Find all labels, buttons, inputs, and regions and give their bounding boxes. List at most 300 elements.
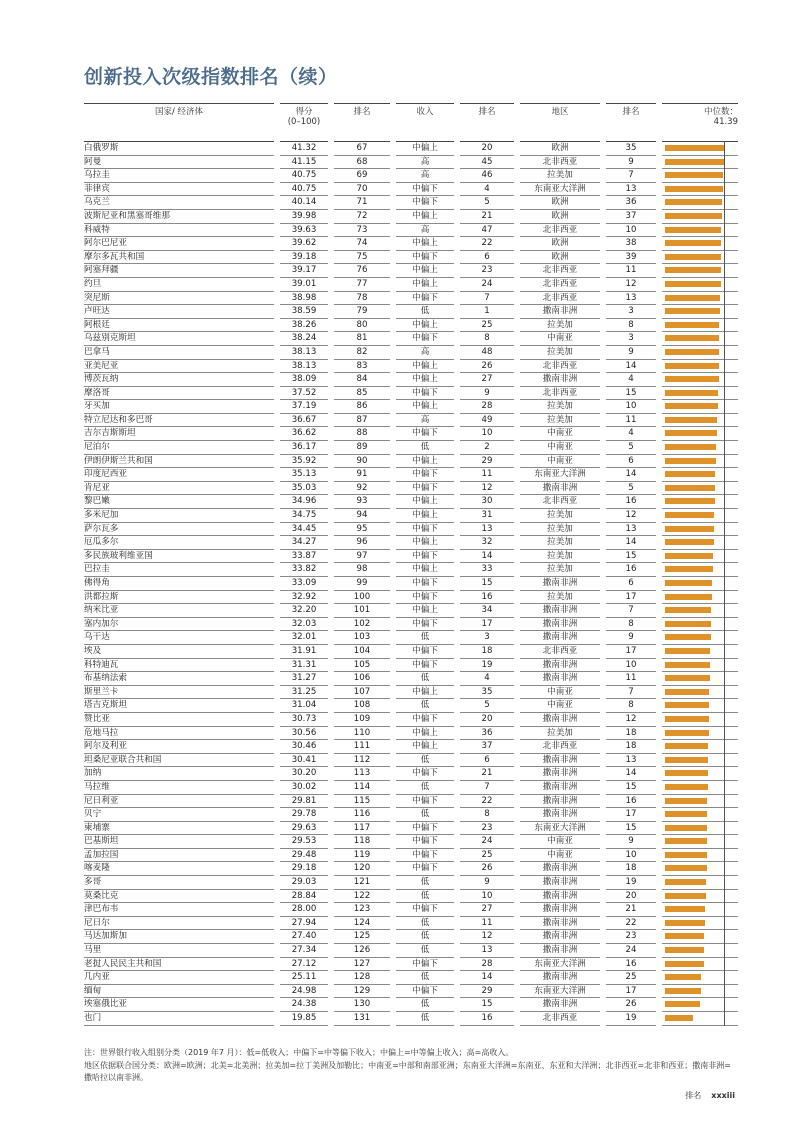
region-rank-value: 15 [606,781,656,795]
income-rank-value: 6 [460,754,514,768]
score-value: 38.13 [280,360,328,374]
table-row [84,998,738,1012]
score-value: 30.56 [280,727,328,741]
region-rank-value: 9 [606,346,656,360]
income-rank-value: 5 [460,196,514,210]
rank-value: 130 [334,998,390,1012]
score-bar [665,322,719,328]
income-group: 中偏上 [396,400,454,414]
region-rank-value: 20 [606,890,656,904]
score-value: 38.24 [280,332,328,346]
table-row [84,373,738,387]
score-bar [665,838,707,844]
score-bar [665,1015,693,1021]
score-bar-cell [662,903,738,917]
region-rank-value: 17 [606,985,656,999]
income-rank-value: 7 [460,781,514,795]
table-row [84,713,738,727]
country-name: 突尼斯 [84,292,274,306]
rank-value: 131 [334,1012,390,1026]
header-score-range: (0–100) [287,117,321,127]
score-bar-cell [662,1012,738,1026]
rank-value: 103 [334,631,390,645]
income-group: 中偏上 [396,563,454,577]
income-group: 中偏下 [396,332,454,346]
score-bar-cell [662,346,738,360]
rank-value: 89 [334,441,390,455]
income-rank-value: 4 [460,672,514,686]
region-rank-value: 8 [606,699,656,713]
region-name: 北非西亚 [520,156,600,170]
region-rank-value: 6 [606,577,656,591]
score-value: 39.17 [280,264,328,278]
score-bar [665,784,708,790]
income-rank-value: 20 [460,141,514,156]
region-rank-value: 4 [606,373,656,387]
country-name: 阿尔及利亚 [84,740,274,754]
country-name: 阿尔巴尼亚 [84,237,274,251]
table-row [84,156,738,170]
region-name: 撒南非洲 [520,767,600,781]
score-bar [665,811,707,817]
region-rank-value: 14 [606,468,656,482]
score-bar [665,825,707,831]
table-row [84,876,738,890]
table-row [84,332,738,346]
rank-value: 75 [334,251,390,265]
income-rank-value: 6 [460,251,514,265]
income-group: 低 [396,876,454,890]
country-name: 博茨瓦纳 [84,373,274,387]
score-value: 32.01 [280,631,328,645]
region-name: 撒南非洲 [520,672,600,686]
country-name: 阿曼 [84,156,274,170]
rank-value: 124 [334,917,390,931]
region-name: 拉美加 [520,523,600,537]
income-group: 低 [396,1012,454,1026]
income-group: 低 [396,930,454,944]
country-name: 柬埔寨 [84,822,274,836]
rank-value: 77 [334,278,390,292]
score-value: 29.63 [280,822,328,836]
score-bar-cell [662,659,738,673]
income-group: 高 [396,169,454,183]
table-row [84,264,738,278]
score-bar [665,553,713,559]
income-rank-value: 27 [460,373,514,387]
region-name: 拉美加 [520,509,600,523]
country-name: 斯里兰卡 [84,686,274,700]
score-value: 29.18 [280,862,328,876]
region-rank-value: 24 [606,944,656,958]
region-name: 撒南非洲 [520,998,600,1012]
region-name: 东南亚大洋洲 [520,468,600,482]
table-row [84,278,738,292]
income-group: 中偏下 [396,292,454,306]
score-bar [665,145,724,151]
income-rank-value: 49 [460,414,514,428]
score-bar [665,757,708,763]
region-rank-value: 18 [606,740,656,754]
income-rank-value: 24 [460,278,514,292]
score-value: 34.75 [280,509,328,523]
rank-value: 74 [334,237,390,251]
score-bar-cell [662,699,738,713]
table-row [84,645,738,659]
score-bar-cell [662,278,738,292]
income-group: 中偏下 [396,427,454,441]
country-name: 危地马拉 [84,727,274,741]
region-name: 北非西亚 [520,387,600,401]
region-name: 撒南非洲 [520,631,600,645]
income-group: 中偏上 [396,727,454,741]
region-name: 撒南非洲 [520,604,600,618]
score-bar [665,281,721,287]
score-bar-cell [662,536,738,550]
rank-value: 109 [334,713,390,727]
country-name: 厄瓜多尔 [84,536,274,550]
score-bar-cell [662,862,738,876]
score-value: 29.03 [280,876,328,890]
country-name: 阿根廷 [84,319,274,333]
income-rank-value: 5 [460,699,514,713]
score-bar-cell [662,332,738,346]
header-score [280,103,328,141]
country-name: 科威特 [84,224,274,238]
country-name: 布基纳法索 [84,672,274,686]
score-bar-cell [662,604,738,618]
region-rank-value: 13 [606,754,656,768]
ranking-table [78,103,744,1026]
income-rank-value: 37 [460,740,514,754]
region-name: 北非西亚 [520,495,600,509]
region-name: 撒南非洲 [520,930,600,944]
score-bar-cell [662,958,738,972]
score-bar-cell [662,373,738,387]
region-name: 拉美加 [520,591,600,605]
score-value: 39.18 [280,251,328,265]
region-rank-value: 12 [606,713,656,727]
score-value: 40.14 [280,196,328,210]
income-rank-value: 23 [460,264,514,278]
score-bar-cell [662,292,738,306]
table-row [84,305,738,319]
region-name: 撒南非洲 [520,890,600,904]
income-rank-value: 16 [460,591,514,605]
rank-value: 97 [334,550,390,564]
rank-value: 72 [334,210,390,224]
region-rank-value: 7 [606,604,656,618]
region-name: 撒南非洲 [520,862,600,876]
table-row [84,224,738,238]
income-group: 中偏下 [396,795,454,809]
score-value: 27.12 [280,958,328,972]
income-group: 中偏上 [396,686,454,700]
score-bar [665,933,704,939]
table-row [84,985,738,999]
rank-value: 113 [334,767,390,781]
score-bar [665,403,718,409]
income-rank-value: 26 [460,360,514,374]
country-name: 科特迪瓦 [84,659,274,673]
table-header-row [84,103,738,141]
country-name: 巴拿马 [84,346,274,360]
region-name: 东南亚大洋洲 [520,822,600,836]
table-row [84,835,738,849]
score-bar-cell [662,985,738,999]
country-name: 肯尼亚 [84,482,274,496]
score-value: 28.00 [280,903,328,917]
region-name: 撒南非洲 [520,903,600,917]
country-name: 吉尔吉斯斯坦 [84,427,274,441]
region-rank-value: 17 [606,808,656,822]
rank-value: 71 [334,196,390,210]
header-rank: 排名 [334,103,390,141]
score-bar-cell [662,360,738,374]
region-rank-value: 10 [606,400,656,414]
region-name: 北非西亚 [520,360,600,374]
table-row [84,754,738,768]
region-name: 撒南非洲 [520,618,600,632]
score-bar [665,648,710,654]
rank-value: 91 [334,468,390,482]
region-name: 撒南非洲 [520,917,600,931]
score-bar [665,798,707,804]
table-row [84,360,738,374]
table-row [84,727,738,741]
score-bar-cell [662,264,738,278]
score-bar-cell [662,455,738,469]
region-name: 撒南非洲 [520,795,600,809]
income-group: 中偏下 [396,985,454,999]
score-bar [665,199,722,205]
score-bar-cell [662,767,738,781]
table-row [84,292,738,306]
rank-value: 87 [334,414,390,428]
income-group: 低 [396,944,454,958]
income-group: 低 [396,998,454,1012]
score-bar [665,335,719,341]
table-row [84,455,738,469]
score-bar-cell [662,998,738,1012]
income-group: 中偏下 [396,591,454,605]
income-group: 低 [396,808,454,822]
score-bar-cell [662,414,738,428]
score-value: 31.25 [280,686,328,700]
score-bar [665,906,705,912]
region-rank-value: 17 [606,645,656,659]
income-rank-value: 15 [460,998,514,1012]
income-rank-value: 26 [460,862,514,876]
score-bar [665,594,712,600]
score-value: 36.67 [280,414,328,428]
income-rank-value: 17 [460,618,514,632]
table-row [84,183,738,197]
table-row [84,604,738,618]
income-rank-value: 48 [460,346,514,360]
rank-value: 70 [334,183,390,197]
score-bar [665,852,707,858]
country-name: 乌兹别克斯坦 [84,332,274,346]
income-rank-value: 2 [460,441,514,455]
country-name: 马拉维 [84,781,274,795]
page-number: xxxiii [711,1091,735,1100]
region-rank-value: 38 [606,237,656,251]
rank-value: 93 [334,495,390,509]
income-rank-value: 10 [460,890,514,904]
region-name: 中南亚 [520,332,600,346]
region-rank-value: 9 [606,835,656,849]
score-bar-cell [662,251,738,265]
income-group: 低 [396,971,454,985]
score-bar [665,526,714,532]
score-bar-cell [662,141,738,156]
income-rank-value: 3 [460,631,514,645]
income-group: 中偏下 [396,645,454,659]
table-row [84,251,738,265]
income-group: 中偏下 [396,577,454,591]
rank-value: 88 [334,427,390,441]
score-bar-cell [662,822,738,836]
score-value: 39.98 [280,210,328,224]
score-bar [665,716,709,722]
region-name: 欧洲 [520,210,600,224]
income-group: 低 [396,917,454,931]
score-bar [665,865,707,871]
income-group: 低 [396,781,454,795]
table-row [84,930,738,944]
income-rank-value: 47 [460,224,514,238]
region-rank-value: 3 [606,332,656,346]
income-rank-value: 22 [460,237,514,251]
table-body [84,141,738,1026]
table-row [84,1012,738,1026]
score-bar-cell [662,563,738,577]
score-value: 38.13 [280,346,328,360]
table-row [84,400,738,414]
country-name: 多民族玻利维亚国 [84,550,274,564]
region-rank-value: 10 [606,849,656,863]
income-rank-value: 21 [460,767,514,781]
rank-value: 102 [334,618,390,632]
score-value: 36.17 [280,441,328,455]
score-bar [665,988,701,994]
score-bar-cell [662,523,738,537]
region-name: 撒南非洲 [520,713,600,727]
score-value: 29.53 [280,835,328,849]
region-rank-value: 9 [606,156,656,170]
region-name: 撒南非洲 [520,944,600,958]
score-bar-cell [662,808,738,822]
score-bar [665,471,715,477]
table-row [84,427,738,441]
score-bar-cell [662,618,738,632]
region-name: 拉美加 [520,727,600,741]
score-value: 30.73 [280,713,328,727]
score-value: 33.09 [280,577,328,591]
table-row [84,767,738,781]
score-value: 31.04 [280,699,328,713]
income-group: 中偏下 [396,767,454,781]
table-row [84,862,738,876]
region-rank-value: 15 [606,550,656,564]
score-value: 29.81 [280,795,328,809]
income-rank-value: 25 [460,849,514,863]
income-group: 中偏下 [396,468,454,482]
rank-value: 123 [334,903,390,917]
header-median [662,103,738,141]
table-row [84,659,738,673]
region-rank-value: 9 [606,631,656,645]
region-name: 中南亚 [520,849,600,863]
region-name: 拉美加 [520,414,600,428]
table-row [84,890,738,904]
header-median-value: 41.39 [713,117,738,127]
table-row [84,468,738,482]
income-group: 高 [396,156,454,170]
income-group: 中偏下 [396,196,454,210]
income-rank-value: 12 [460,482,514,496]
table-row [84,196,738,210]
income-rank-value: 28 [460,958,514,972]
region-name: 拉美加 [520,550,600,564]
country-name: 纳米比亚 [84,604,274,618]
rank-value: 68 [334,156,390,170]
score-bar-cell [662,169,738,183]
score-bar-cell [662,930,738,944]
income-rank-value: 18 [460,645,514,659]
country-name: 黎巴嫩 [84,495,274,509]
country-name: 波斯尼亚和黑塞哥维那 [84,210,274,224]
income-group: 中偏上 [396,360,454,374]
table-row [84,618,738,632]
region-rank-value: 16 [606,958,656,972]
score-bar-cell [662,237,738,251]
income-rank-value: 14 [460,550,514,564]
rank-value: 107 [334,686,390,700]
country-name: 卢旺达 [84,305,274,319]
income-rank-value: 8 [460,808,514,822]
region-rank-value: 12 [606,278,656,292]
region-name: 撒南非洲 [520,659,600,673]
region-name: 中南亚 [520,835,600,849]
score-value: 30.20 [280,767,328,781]
income-rank-value: 32 [460,536,514,550]
country-name: 多米尼加 [84,509,274,523]
score-bar [665,920,705,926]
score-bar [665,580,712,586]
page-footer [685,1090,735,1101]
score-bar [665,430,717,436]
score-value: 34.96 [280,495,328,509]
region-rank-value: 18 [606,862,656,876]
header-country: 国家/ 经济体 [84,103,274,141]
score-value: 39.01 [280,278,328,292]
income-group: 中偏上 [396,495,454,509]
region-rank-value: 15 [606,822,656,836]
income-rank-value: 13 [460,944,514,958]
score-value: 38.59 [280,305,328,319]
income-group: 中偏上 [396,604,454,618]
table-row [84,740,738,754]
region-name: 北非西亚 [520,740,600,754]
region-rank-value: 25 [606,971,656,985]
score-value: 38.26 [280,319,328,333]
country-name: 亚美尼亚 [84,360,274,374]
income-group: 中偏下 [396,849,454,863]
score-bar-cell [662,781,738,795]
score-bar [665,159,724,165]
